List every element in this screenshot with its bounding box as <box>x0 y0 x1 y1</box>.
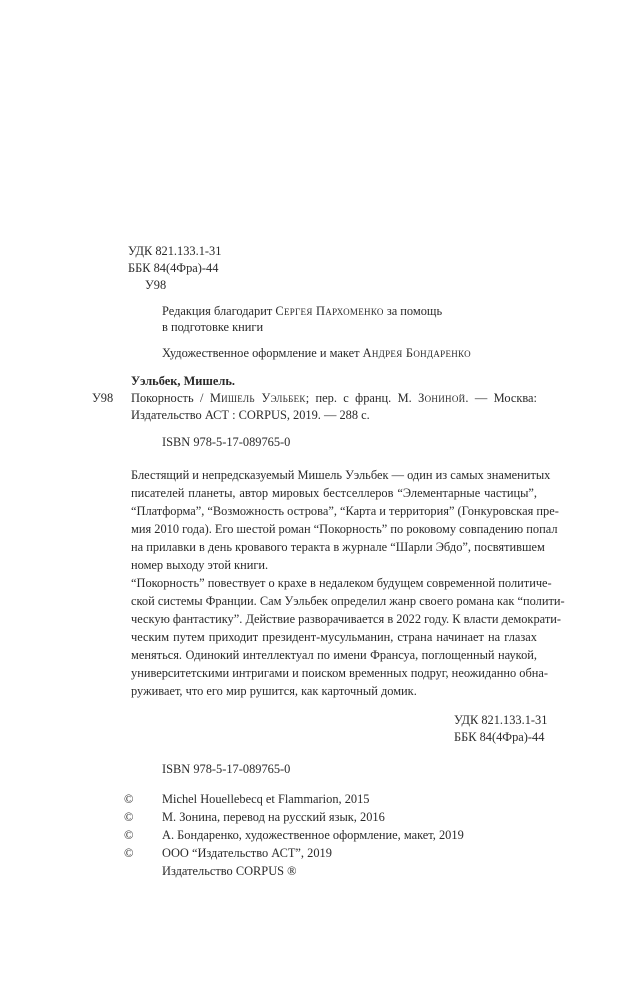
annotation-p2-line: ской системы Франции. Сам Уэльбек определил жанр своего романа как “полити- <box>131 594 565 608</box>
udk-code-bottom: УДК 821.133.1-31 <box>454 713 548 727</box>
bib-code: У98 <box>92 391 114 405</box>
editor-name: Сергея Пархоменко <box>275 304 384 318</box>
annotation-p1-line: “Платформа”, “Возможность острова”, “Карта и территория” (Гонкуровская пре- <box>131 504 559 518</box>
copyright-line <box>124 828 464 843</box>
annotation-p2-line: ческим путем приходит президент-мусульманин, страна начинает на глазах <box>131 630 537 644</box>
annotation-p1-line: Блестящий и непредсказуемый Мишель Уэльбек — один из самых знаменитых <box>131 468 551 482</box>
annotation-p2-last: руживает, что его мир рушится, как карточный домик. <box>131 684 417 698</box>
copyright-line <box>124 810 385 825</box>
annotation-p1-last: номер выходу этой книги. <box>131 558 269 572</box>
copyright-icon: © <box>124 846 134 860</box>
copyright-text: А. Бондаренко, художественное оформление, макет, 2019 <box>162 828 464 842</box>
isbn-top: ISBN 978-5-17-089765-0 <box>162 435 291 449</box>
copyright-line <box>124 792 370 807</box>
copyright-text: Michel Houellebecq et Flammarion, 2015 <box>162 792 370 806</box>
designer-name: Андрея Бондаренко <box>362 346 471 360</box>
editor-ack-line2: в подготовке книги <box>162 320 264 334</box>
bib-translator-pre: ; пер. с франц. М. <box>305 391 412 405</box>
bbk-code: ББК 84(4Фра)-44 <box>128 261 219 275</box>
annotation-p1-line: на прилавки в день кровавого теракта в журнале “Шарли Эбдо”, посвятившем <box>131 540 545 554</box>
annotation-p1-line: мия 2010 года). Его шестой роман “Покорность” по роковому совпадению попал <box>131 522 558 536</box>
annotation-p2-line: меняться. Одинокий интеллектуал по имени Франсуа, поглощенный наукой, <box>131 648 537 662</box>
bib-publisher-line: Издательство АСТ : CORPUS, 2019. — 288 с. <box>131 408 370 422</box>
design-ack-pre: Художественное оформление и макет <box>162 346 360 360</box>
isbn-bottom: ISBN 978-5-17-089765-0 <box>162 762 291 776</box>
author-mark: У98 <box>145 278 167 292</box>
bib-translator: Зониной <box>418 391 466 405</box>
bbk-code-bottom: ББК 84(4Фра)-44 <box>454 730 545 744</box>
annotation-p1-line: писателей планеты, автор мировых бестселлеров “Элементарные частицы”, <box>131 486 537 500</box>
copyright-line <box>124 864 297 879</box>
author-heading: Уэльбек, Мишель. <box>131 374 235 388</box>
copyright-text: Издательство CORPUS ® <box>162 864 297 878</box>
udk-code: УДК 821.133.1-31 <box>128 244 222 258</box>
annotation-p2-line: “Покорность” повествует о крахе в недалеком будущем современной политиче- <box>131 576 552 590</box>
copyright-text: ООО “Издательство АСТ”, 2019 <box>162 846 332 860</box>
bib-title: Покорность / <box>131 391 204 405</box>
annotation-p2-line: университетскими интригами и поиском временных подруг, неожиданно обна- <box>131 666 549 680</box>
editor-ack-line1 <box>162 304 442 319</box>
annotation-p2-line: ческую фантастику”. Действие разворачивается в 2022 году. К власти демократи- <box>131 612 561 626</box>
copyright-icon: © <box>124 828 134 842</box>
copyright-text: М. Зонина, перевод на русский язык, 2016 <box>162 810 385 824</box>
bib-title-line <box>131 391 537 406</box>
copyright-icon: © <box>124 792 134 806</box>
copyright-line <box>124 846 332 861</box>
design-ack <box>162 346 471 361</box>
copyright-icon: © <box>124 810 134 824</box>
bib-author-sc: Мишель Уэльбек <box>209 391 306 405</box>
editor-ack-pre: Редакция благодарит <box>162 304 273 318</box>
editor-ack-post: за помощь <box>386 304 443 318</box>
bib-place: . — Москва: <box>465 391 537 405</box>
